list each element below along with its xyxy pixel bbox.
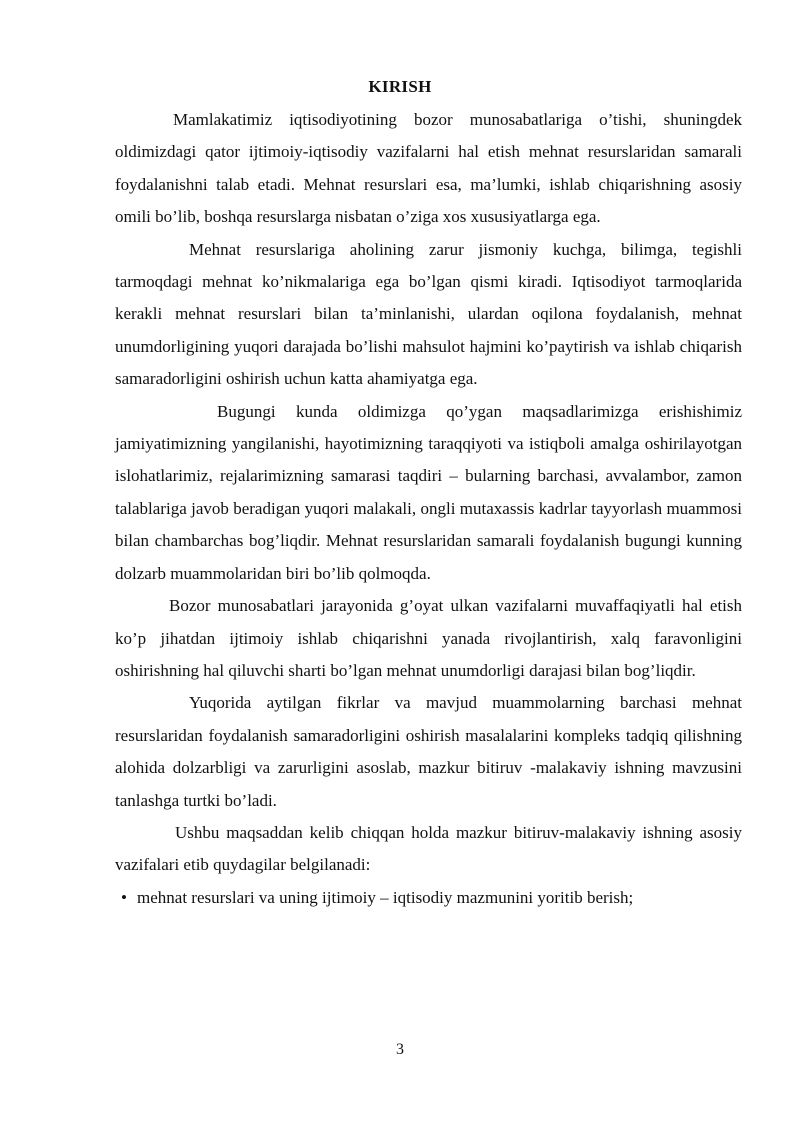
bullet-item [115, 882, 742, 914]
page-number: 3 [396, 1041, 404, 1058]
bullet-item-text: mehnat resurslari va uning ijtimoiy – iqtisodiy mazmunini yoritib berish; [137, 887, 634, 907]
bullet-dot-icon: • [121, 887, 127, 907]
paragraph-6: Ushbu maqsaddan kelib chiqqan holda mazkur bitiruv-malakaviy ishning asosiy vazifalari etib quydagilar belgilanadi: [115, 822, 742, 875]
paragraph-1: Mamlakatimiz iqtisodiyotining bozor munosabatlariga o’tishi, shuningdek oldimizdagi qator ijtimoiy-iqtisodiy vazifalarni hal etish mehnat resurslaridan samarali foydalanishni talab etadi. Mehnat resurslari esa, ma’lumki, ishlab chiqarishning asosiy omili bo’lib, boshqa resurslarga nisbatan o’ziga xos xususiyatlarga ega. [115, 110, 742, 227]
paragraph-3: Bugungi kunda oldimizga qo’ygan maqsadlarimizga erishishimiz jamiyatimizning yangilanishi, hayotimizning taraqqiyoti va istiqboli amalga oshirilayotgan islohatlarimiz, rejalarimizning samarasi taqdiri – bularning barchasi, avvalambor, zamon talablariga javob beradigan yuqori malakali, ongli mutaxassis kadrlar tayyorlash muammosi bilan chambarchas bog’liqdir. Mehnat resurslaridan samarali foydalanish bugungi kunning dolzarb muammolaridan biri bo’lib qolmoqda. [115, 401, 742, 583]
paragraph-2: Mehnat resurslariga aholining zarur jismoniy kuchga, bilimga, tegishli tarmoqdagi mehnat ko’nikmalariga ega bo’lgan qismi kiradi. Iqtisodiyot tarmoqlarida kerakli mehnat resurslari bilan ta’minlanishi, ulardan oqilona foydalanish, mehnat unumdorligining yuqori darajada bo’lishi mahsulot hajmini ko’paytirish va ishlab chiqarish samaradorligini oshirish uchun katta ahamiyatga ega. [115, 239, 742, 389]
paragraph-5: Yuqorida aytilgan fikrlar va mavjud muammolarning barchasi mehnat resurslaridan foydalanish samaradorligini oshirish masalalarini kompleks tadqiq qilishning alohida dolzarbligi va zarurligini asoslab, mazkur bitiruv -malakaviy ishning mavzusini tanlashga turtki bo’ladi. [115, 693, 742, 810]
paragraph-4: Bozor munosabatlari jarayonida g’oyat ulkan vazifalarni muvaffaqiyatli hal etish ko’p jihatdan ijtimoiy ishlab chiqarishni yanada rivojlantirish, xalq faravonligini oshirishning hal qiluvchi sharti bo’lgan mehnat unumdorligi darajasi bilan bog’liqdir. [115, 596, 742, 680]
page-title: KIRISH [368, 77, 432, 96]
body-text [115, 104, 742, 914]
